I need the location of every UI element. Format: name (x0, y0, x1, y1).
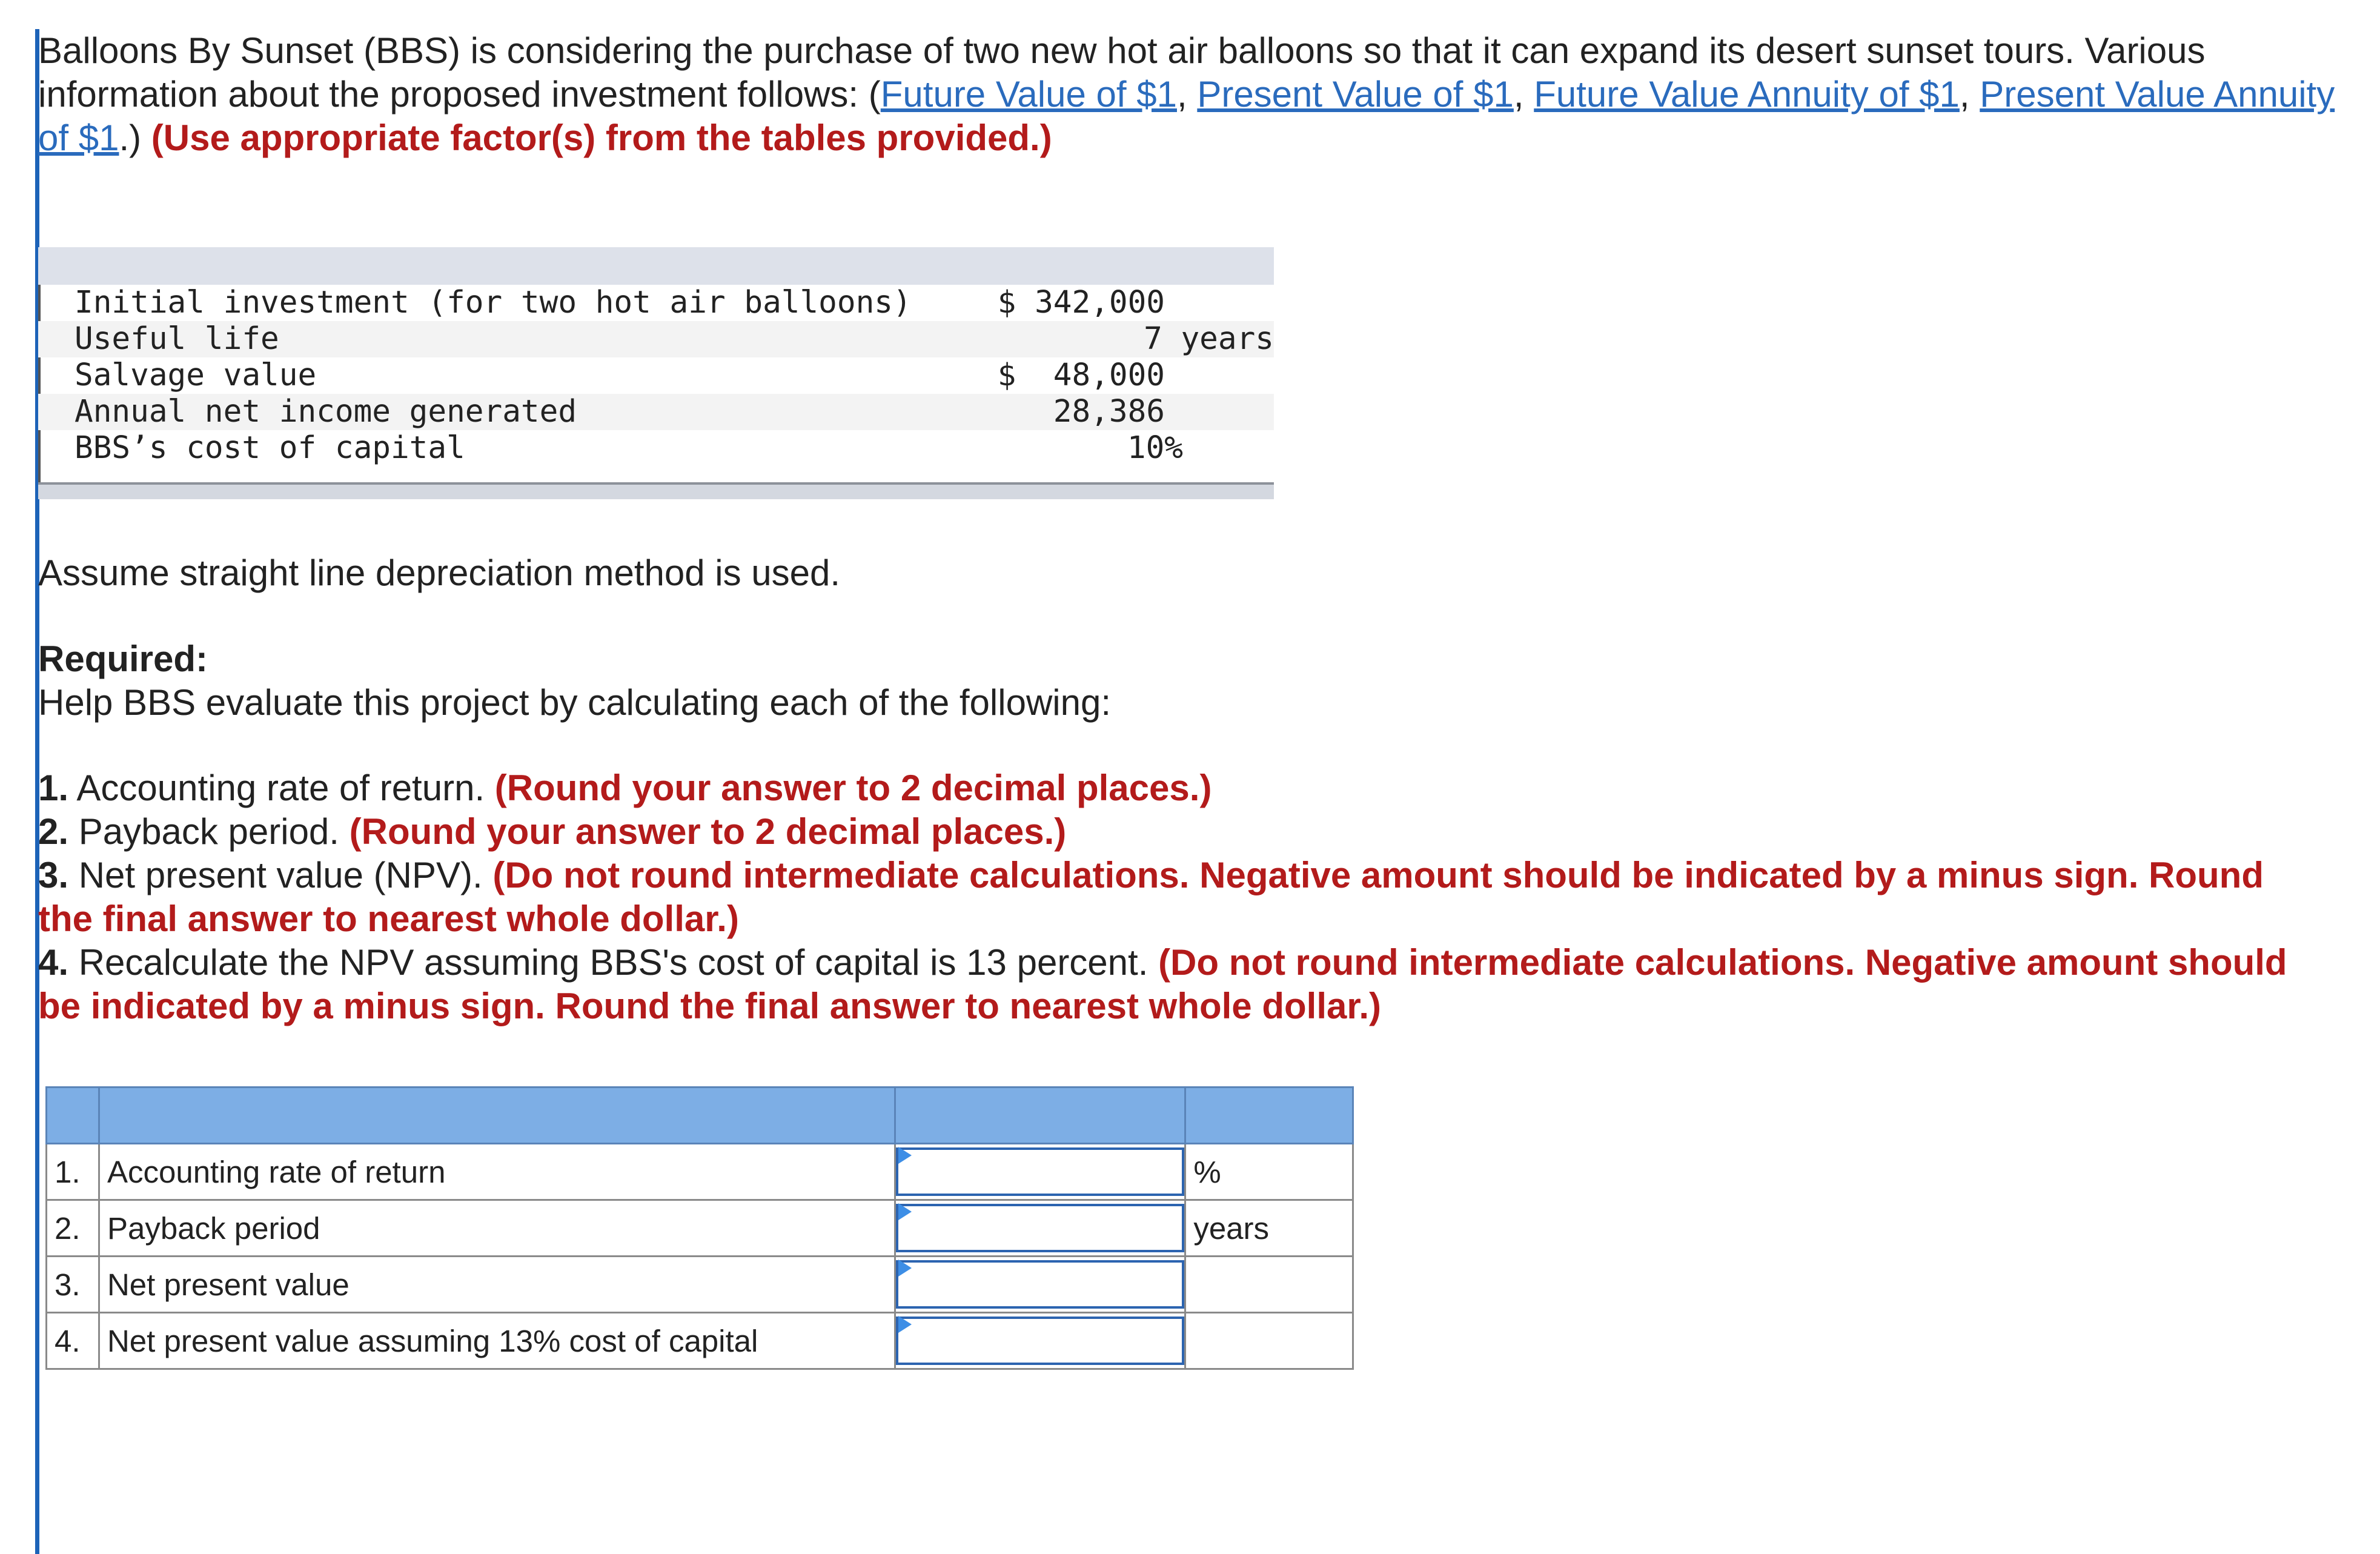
data-value: $ 48,000 (997, 357, 1165, 393)
payback-period-input[interactable] (896, 1204, 1184, 1252)
row-unit (1185, 1257, 1353, 1313)
link-present-value-annuity[interactable]: Present Value Annuity of $1 (38, 74, 2335, 158)
data-label: BBS’s cost of capital (75, 430, 465, 466)
required-flag-icon (898, 1316, 912, 1333)
requirement-number: 3. (38, 855, 69, 895)
accounting-rate-input[interactable] (896, 1147, 1184, 1196)
data-row-salvage-value (38, 357, 1274, 394)
requirement-number: 4. (38, 942, 69, 983)
row-label: Accounting rate of return (99, 1144, 895, 1200)
npv-13-percent-input[interactable] (896, 1317, 1184, 1365)
row-unit: years (1185, 1200, 1353, 1257)
data-label: Salvage value (75, 357, 317, 393)
answer-row-npv-13 (47, 1313, 1353, 1369)
header-cell (99, 1087, 895, 1144)
answer-row-npv (47, 1257, 1353, 1313)
answer-row-accounting-rate (47, 1144, 1353, 1200)
header-cell (1185, 1087, 1353, 1144)
data-row-annual-net-income (38, 394, 1274, 430)
requirement-item (38, 941, 2328, 1028)
data-row-cost-of-capital (38, 430, 1274, 467)
requirement-note: (Round your answer to 2 decimal places.) (349, 811, 1067, 852)
separator: , (1959, 74, 1980, 115)
data-value: 10% (1127, 430, 1183, 466)
row-number: 4. (47, 1313, 99, 1369)
data-value: 28,386 (1053, 394, 1165, 430)
row-unit: % (1185, 1144, 1353, 1200)
data-label: Useful life (75, 321, 279, 357)
required-flag-icon (898, 1147, 912, 1164)
required-instructions: Help BBS evaluate this project by calculating each of the following: (38, 682, 1112, 723)
required-flag-icon (898, 1203, 912, 1220)
data-label: Annual net income generated (75, 394, 577, 430)
question-intro (38, 29, 2364, 160)
requirement-text: Payback period. (68, 811, 350, 852)
requirement-note: (Round your answer to 2 decimal places.) (494, 768, 1212, 808)
link-future-value-annuity[interactable]: Future Value Annuity of $1 (1534, 74, 1960, 115)
answer-table-header (47, 1087, 1353, 1144)
answer-cell (895, 1313, 1185, 1369)
requirement-text: Accounting rate of return. (68, 768, 495, 808)
answer-cell (895, 1144, 1185, 1200)
data-label: Initial investment (for two hot air balloons) (75, 285, 912, 320)
requirement-note: (Do not round intermediate calculations. Negative amount should be indicated by a minus sign. Round the final answer to nearest whole dollar.) (38, 942, 2287, 1026)
row-label: Payback period (99, 1200, 895, 1257)
separator: , (1513, 74, 1534, 115)
row-unit (1185, 1313, 1353, 1369)
requirement-note: (Do not round intermediate calculations. Negative amount should be indicated by a minus sign. Round the final answer to nearest whole dollar.) (38, 855, 2264, 939)
answer-cell (895, 1200, 1185, 1257)
required-heading: Required: (38, 639, 208, 679)
data-value: 7 years (1144, 321, 1274, 357)
answer-table (45, 1086, 1354, 1370)
data-row-initial-investment (38, 285, 1274, 321)
row-number: 1. (47, 1144, 99, 1200)
assumption-text: Assume straight line depreciation method is used. (38, 553, 841, 593)
header-cell (47, 1087, 99, 1144)
requirements-list (38, 766, 2328, 1028)
separator: , (1176, 74, 1198, 115)
data-table-header (38, 247, 1274, 285)
intro-instruction: (Use appropriate factor(s) from the tables provided.) (151, 118, 1052, 158)
answer-cell (895, 1257, 1185, 1313)
requirement-item (38, 766, 2328, 810)
link-present-value[interactable]: Present Value of $1 (1197, 74, 1514, 115)
npv-input[interactable] (896, 1260, 1184, 1309)
requirement-text: Net present value (NPV). (68, 855, 493, 895)
link-future-value[interactable]: Future Value of $1 (880, 74, 1177, 115)
requirement-number: 1. (38, 768, 69, 808)
requirement-item (38, 854, 2328, 941)
investment-data-table (38, 247, 1274, 497)
header-cell (895, 1087, 1185, 1144)
requirement-item (38, 810, 2328, 854)
data-row-useful-life (38, 321, 1274, 357)
intro-close: .) (119, 118, 151, 158)
required-flag-icon (898, 1260, 912, 1277)
row-number: 3. (47, 1257, 99, 1313)
requirement-text: Recalculate the NPV assuming BBS's cost of capital is 13 percent. (68, 942, 1159, 983)
row-label: Net present value (99, 1257, 895, 1313)
answer-row-payback-period (47, 1200, 1353, 1257)
requirement-number: 2. (38, 811, 69, 852)
intro-text: Balloons By Sunset (BBS) is considering the purchase of two new hot air balloons so that it can expand its desert sunset tours. Various information about the proposed investment follows: ( (38, 30, 2206, 115)
data-value: $ 342,000 (997, 285, 1165, 320)
row-label: Net present value assuming 13% cost of capital (99, 1313, 895, 1369)
data-table-footer (38, 482, 1274, 499)
row-number: 2. (47, 1200, 99, 1257)
